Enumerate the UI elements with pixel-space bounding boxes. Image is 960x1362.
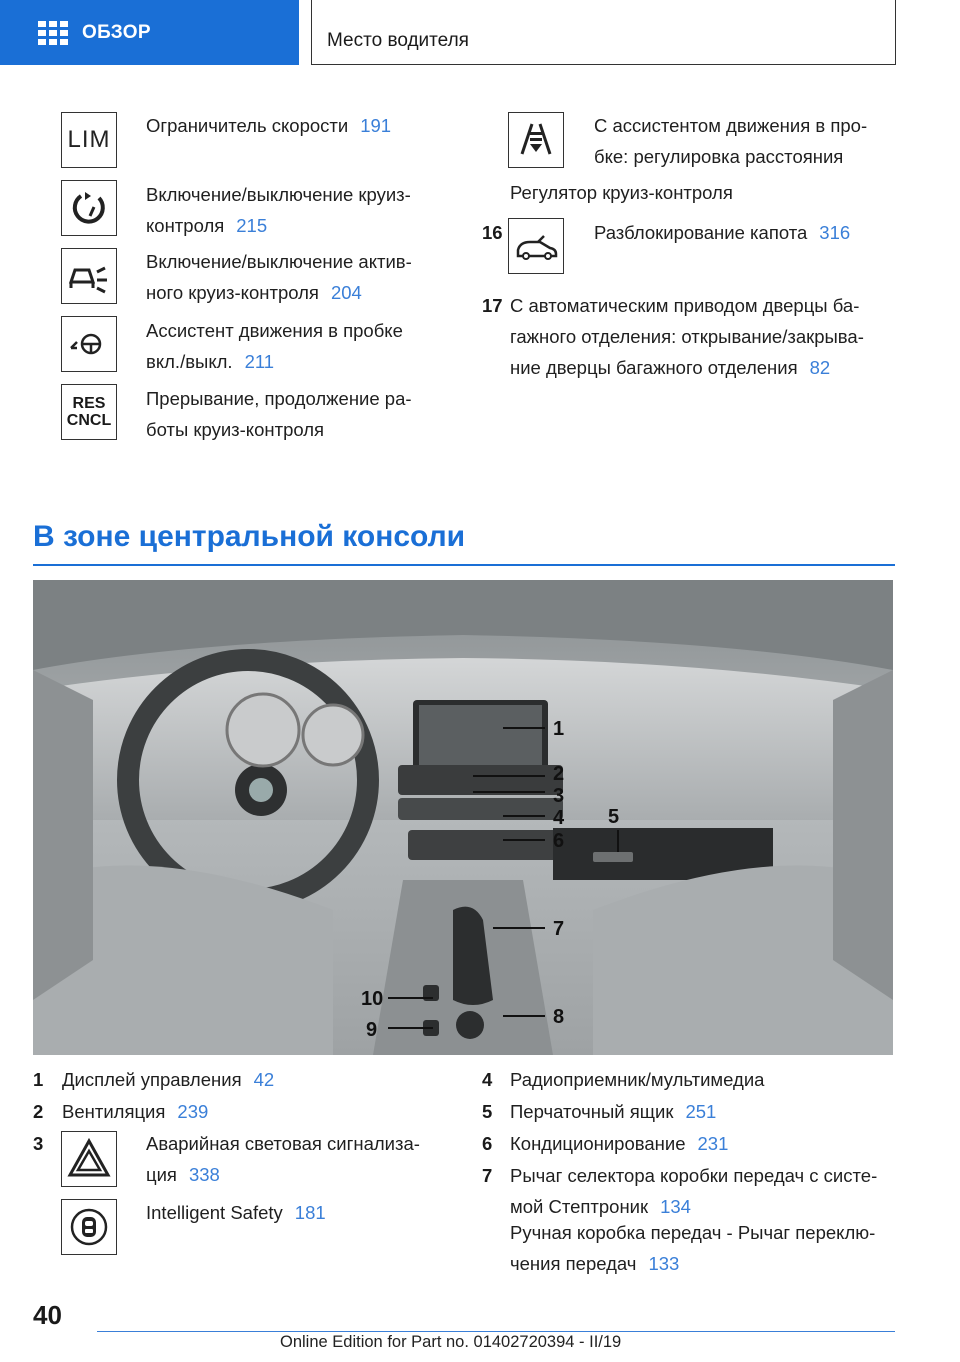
intelligent-safety-icon <box>61 1199 117 1255</box>
callout-3: 3 <box>553 785 565 807</box>
list-item: Кондиционирование 231 <box>510 1133 729 1154</box>
list-item: С ассистентом движения в про- бке: регулировка расстояния <box>594 115 868 167</box>
page-link[interactable]: 204 <box>330 282 362 303</box>
page-link[interactable]: 42 <box>253 1069 275 1090</box>
grid-menu-icon <box>38 21 68 45</box>
page-link[interactable]: 215 <box>236 215 268 236</box>
list-item: Включение/выключение круиз- контроля 215 <box>146 184 411 236</box>
list-item: Дисплей управления 42 <box>62 1069 275 1090</box>
page-number: 40 <box>33 1300 62 1330</box>
callout-7: 7 <box>553 918 565 940</box>
list-item: Регулятор круиз-контроля <box>510 182 733 203</box>
list-item: С автоматическим приводом дверцы ба- гажного отделения: открывание/закрыва- ние дверцы багажного отделения 82 <box>510 295 864 378</box>
footer-divider <box>97 1331 895 1332</box>
list-item: Рычаг селектора коробки передач с систе- мой Стептроник 134 <box>510 1165 878 1217</box>
active-cruise-control-icon <box>61 248 117 304</box>
list-item: Разблокирование капота 316 <box>594 222 851 243</box>
res-cncl-icon: RES CNCL <box>61 384 117 440</box>
callout-1: 1 <box>553 718 565 740</box>
list-item: Аварийная световая сигнализа- ция 338 <box>146 1133 420 1185</box>
callout-9: 9 <box>366 1019 378 1041</box>
item-number: 2 <box>33 1101 44 1122</box>
callout-6: 6 <box>553 830 565 852</box>
item-number: 1 <box>33 1069 44 1090</box>
overview-tab-label: ОБЗОР <box>82 21 151 43</box>
traffic-jam-assist-icon <box>61 316 117 372</box>
page-link[interactable]: 191 <box>360 115 392 136</box>
page-link[interactable]: 231 <box>697 1133 729 1154</box>
callout-5: 5 <box>608 806 620 828</box>
page-link[interactable]: 316 <box>819 222 851 243</box>
page-link[interactable]: 251 <box>685 1101 717 1122</box>
center-console-photo <box>33 580 893 1055</box>
list-item: Ассистент движения в пробке вкл./выкл. 211 <box>146 320 403 372</box>
list-item: Радиоприемник/мультимедиа <box>510 1069 765 1090</box>
item-number: 17 <box>482 295 503 316</box>
list-item: Прерывание, продолжение ра- боты круиз-контроля <box>146 388 412 440</box>
callout-10: 10 <box>361 988 384 1010</box>
list-item: Вентиляция 239 <box>62 1101 209 1122</box>
list-item: Ограничитель скорости 191 <box>146 115 392 136</box>
page-link[interactable]: 82 <box>809 357 831 378</box>
cruise-control-icon <box>61 180 117 236</box>
list-item: Intelligent Safety 181 <box>146 1202 326 1223</box>
callout-8: 8 <box>553 1006 565 1028</box>
list-item: Перчаточный ящик 251 <box>510 1101 717 1122</box>
page-link[interactable]: 181 <box>294 1202 326 1223</box>
item-number: 3 <box>33 1133 44 1154</box>
lim-icon: LIM <box>61 112 117 168</box>
section-title: В зоне центральной консоли <box>33 520 466 553</box>
distance-control-icon <box>508 112 564 168</box>
list-item: Ручная коробка передач - Рычаг переклю- чения передач 133 <box>510 1222 876 1274</box>
hazard-warning-icon <box>61 1131 117 1187</box>
callout-2: 2 <box>553 763 565 785</box>
page-link[interactable]: 134 <box>660 1196 691 1217</box>
item-number: 6 <box>482 1133 493 1154</box>
list-item: Включение/выключение актив- ного круиз-контроля 204 <box>146 251 412 303</box>
item-number: 4 <box>482 1069 493 1090</box>
page-link[interactable]: 211 <box>244 351 275 372</box>
item-number: 16 <box>482 222 503 243</box>
section-header: Место водителя <box>311 0 896 65</box>
page-link[interactable]: 338 <box>188 1164 220 1185</box>
overview-tab[interactable] <box>0 0 299 65</box>
item-number: 5 <box>482 1101 493 1122</box>
callout-4: 4 <box>553 807 565 829</box>
item-number: 7 <box>482 1165 493 1186</box>
page-link[interactable]: 133 <box>648 1253 680 1274</box>
footer-edition: Online Edition for Part no. 01402720394 - II/19 <box>280 1333 622 1351</box>
hood-release-icon <box>508 218 564 274</box>
page-link[interactable]: 239 <box>177 1101 209 1122</box>
section-divider <box>33 564 895 566</box>
